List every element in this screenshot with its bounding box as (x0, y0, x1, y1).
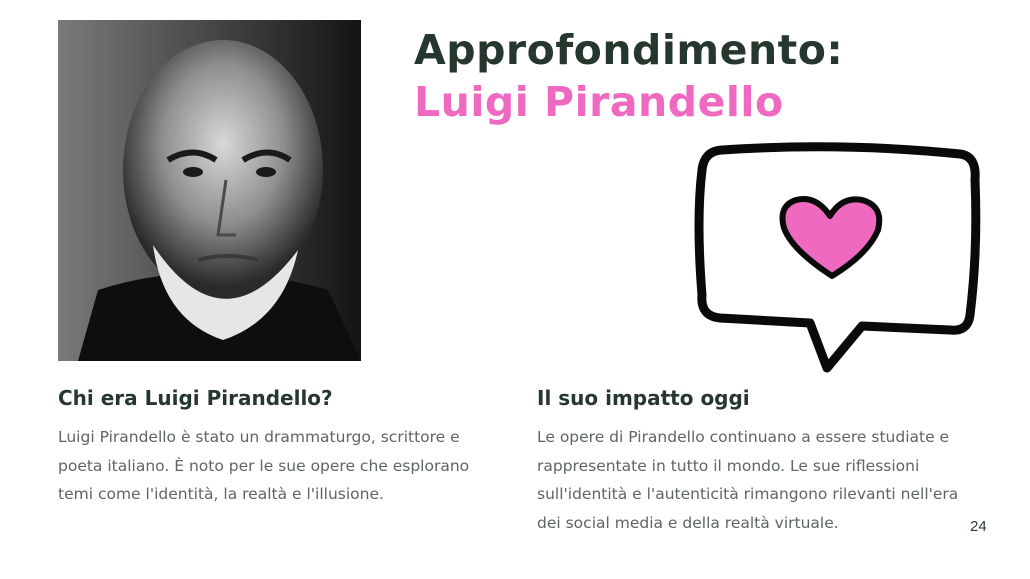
page-subtitle: Luigi Pirandello (414, 78, 784, 126)
section-body-who (58, 423, 508, 509)
text-line: sull'identità e l'autenticità rimangono rilevanti nell'era (537, 485, 959, 503)
section-heading-impact: Il suo impatto oggi (537, 386, 750, 410)
text-line: rappresentate in tutto il mondo. Le sue riflessioni (537, 456, 920, 475)
page-title: Approfondimento: (414, 26, 844, 74)
text-line: Le opere di Pirandello continuano a essere studiate e (537, 428, 950, 446)
heart-speech-bubble-icon (692, 140, 982, 375)
page-number: 24 (970, 518, 987, 535)
portrait-photo (58, 20, 361, 361)
heart-icon (783, 199, 880, 276)
text-line: poeta italiano. È noto per le sue opere che esplorano (58, 456, 470, 475)
text-line: temi come l'identità, la realtà e l'illusione. (58, 485, 384, 503)
text-line: Luigi Pirandello è stato un drammaturgo, scrittore e (58, 428, 460, 446)
text-line: dei social media e della realtà virtuale. (537, 513, 839, 532)
section-body-impact (537, 423, 977, 537)
section-heading-who: Chi era Luigi Pirandello? (58, 386, 333, 410)
